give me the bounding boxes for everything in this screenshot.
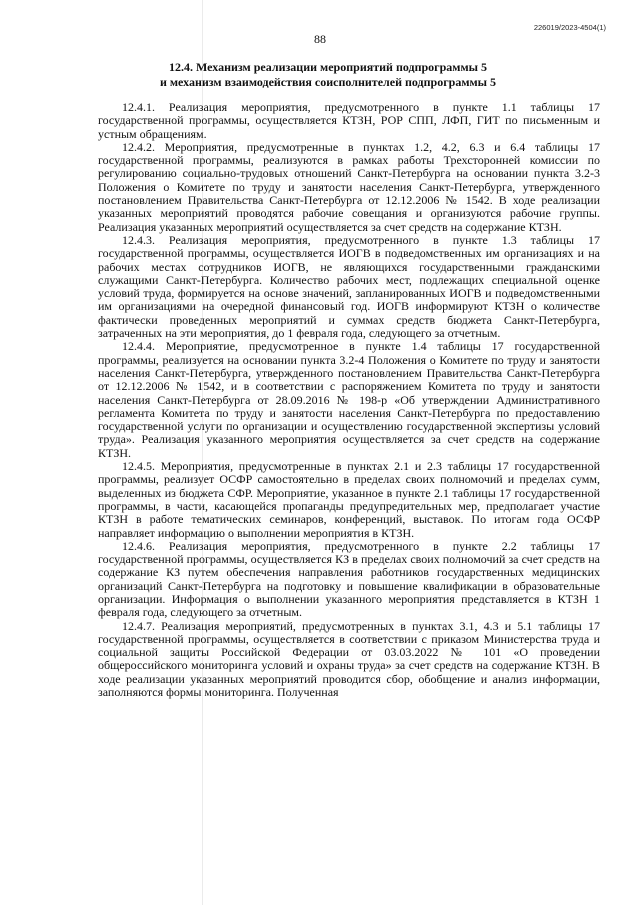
paragraph-12-4-2: 12.4.2. Мероприятия, предусмотренные в пунктах 1.2, 4.2, 6.3 и 6.4 таблицы 17 государственной программы, реализуются в рамках работы Трехсторонней комиссии по регулированию социально-трудовых отношений Санкт-Петербурга на основании пункта 3.2-3 Положения о Комитете по труду и занятости населения Санкт-Петербурга, утвержденного постановлением Правительства Санкт-Петербурга от 12.12.2006 № 1542. В ходе реализации указанных мероприятий проводятся рабочие совещания и организуются рабочие группы. Реализация указанных мероприятий осуществляется за счет средств на содержание КТЗН. bbox=[98, 139, 600, 234]
paragraph-12-4-5: 12.4.5. Мероприятия, предусмотренные в пунктах 2.1 и 2.3 таблицы 17 государственной программы, реализует ОСФР самостоятельно в пределах своих полномочий и пределах сумм, выделенных из бюджета СФР. Мероприятие, указанное в пункте 2.1 таблицы 17 государственной программы, в части, касающейся пропаганды предупредительных мер, предполагает участие КТЗН в работе тематических семинаров, конференций, выставок. По итогам года ОСФР направляет информацию о выполнении мероприятия в КТЗН. bbox=[98, 459, 600, 540]
paragraph-12-4-7: 12.4.7. Реализация мероприятий, предусмотренных в пунктах 3.1, 4.3 и 5.1 таблицы 17 государственной программы, осуществляется в соответствии с приказом Министерства труда и социальной защиты Российской Федерации от 03.03.2022 № 101 «О проведении общероссийского мониторинга условий и охраны труда» за счет средств на содержание КТЗН. В ходе реализации указанных мероприятий проводится сбор, обобщение и анализ информации, заполняются формы мониторинга. Полученная bbox=[98, 618, 600, 700]
heading-line-1: 12.4. Механизм реализации мероприятий подпрограммы 5 bbox=[168, 60, 488, 74]
paragraph-12-4-6: 12.4.6. Реализация мероприятия, предусмотренного в пункте 2.2 таблицы 17 государственной программы, осуществляется КЗ в пределах своих полномочий за счет средств на содержание КЗ путем обеспечения направления работников государственных медицинских организаций Санкт-Петербурга на подготовку и повышение квалификации в образовательные организации. Информация о выполнении указанного мероприятия представляется в КТЗН 1 февраля года, следующего за отчетным. bbox=[98, 538, 600, 620]
paragraph-12-4-4: 12.4.4. Мероприятие, предусмотренное в пункте 1.4 таблицы 17 государственной программы, реализуется на основании пункта 3.2-4 Положения о Комитете по труду и занятости населения Санкт-Петербурга, утвержденного постановлением Правительства Санкт-Петербурга от 12.12.2006 № 1542, и в соответствии с распоряжением Комитета по труду и занятости населения Санкт-Петербурга от 28.09.2016 № 198-р «Об утверждении Административного регламента Комитета по труду и занятости населения Санкт-Петербурга по предоставлению государственной услуги по организации и осуществлению государственной экспертизы условий труда». Реализация указанного мероприятия осуществляется за счет средств на содержание КТЗН. bbox=[98, 339, 600, 460]
paragraph-12-4-1: 12.4.1. Реализация мероприятия, предусмотренного в пункте 1.1 таблицы 17 государственной программы, осуществляется КТЗН, РОР СПП, ЛФП, ГИТ по письменным и устным обращениям. bbox=[98, 100, 600, 141]
section-heading bbox=[118, 60, 538, 90]
body-text bbox=[98, 101, 600, 699]
document-number: 226019/2023-4504(1) bbox=[533, 23, 606, 32]
paragraph-12-4-3: 12.4.3. Реализация мероприятия, предусмотренного в пункте 1.3 таблицы 17 государственной программы, осуществляется ИОГВ в подведомственных им организациях и на рабочих местах сотрудников ИОГВ, не являющихся государственными гражданскими служащими Санкт-Петербурга. Количество рабочих мест, подлежащих специальной оценке условий труда, формируется на основе значений, запланированных ИОГВ и подведомственными им организациями на очередной финансовый год. ИОГВ информируют КТЗН о количестве фактически проведенных мероприятий и суммах средств бюджета Санкт-Петербурга, затраченных на эти мероприятия, до 1 февраля года, следующего за отчетным. bbox=[98, 232, 600, 341]
page-number: 88 bbox=[314, 32, 326, 46]
heading-line-2: и механизм взаимодействия соисполнителей подпрограммы 5 bbox=[159, 75, 497, 89]
